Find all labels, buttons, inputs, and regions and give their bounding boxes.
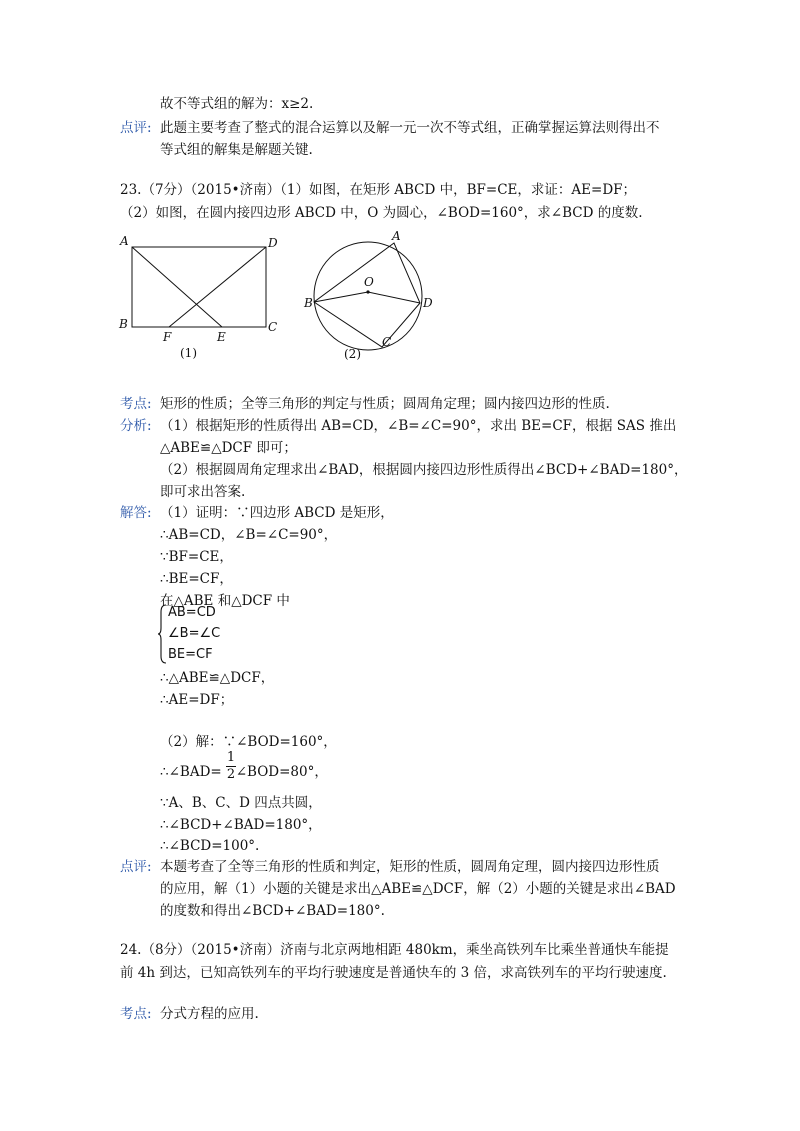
q24-line2: 前 4h 到达，已知高铁列车的平均行驶速度是普通快车的 3 倍，求高铁列车的平均行驶速度.	[120, 965, 667, 981]
q23-part2-step4: ∴∠BCD+∠BAD=180°，	[160, 817, 322, 833]
fraction-one-half	[226, 751, 236, 782]
q23-part2-step2	[160, 762, 328, 782]
label-a: A	[120, 234, 129, 248]
q23-part2-step3: ∵A、B、C、D 四点共圆，	[160, 795, 322, 811]
label-c: C	[268, 320, 278, 334]
label-b: B	[304, 296, 313, 310]
fraction-denominator: 2	[226, 767, 236, 782]
q23-step1: （1）证明：∵四边形 ABCD 是矩形，	[160, 505, 394, 521]
segment-ae	[132, 247, 222, 327]
q23-step6: ∴△ABE≌△DCF，	[160, 670, 275, 686]
q23-step4: ∴BE=CF，	[160, 571, 233, 587]
circle-o	[314, 242, 422, 350]
fraction-numerator: 1	[226, 750, 236, 765]
q23-part2-step5: ∴∠BCD=100°.	[160, 838, 260, 854]
label-b: B	[119, 317, 128, 331]
rectangle-outline	[132, 247, 266, 327]
q23-header: 23.（7分）（2015•济南）（1）如图，在矩形 ABCD 中，BF=CE，求证：AE=DF；	[120, 182, 637, 198]
q23-kaodian-label: 考点:	[120, 396, 152, 412]
system-line1: AB=CD	[168, 605, 216, 620]
prev-comment-line1: 此题主要考查了整式的混合运算以及解一元一次不等式组，正确掌握运算法则得出不	[160, 120, 660, 136]
step2-prefix: ∴∠BAD=	[160, 764, 222, 780]
system-line2: ∠B=∠C	[168, 626, 221, 641]
q23-fenxi-line2: △ABE≌△DCF 即可；	[160, 440, 297, 456]
q23-step2: ∴AB=CD，∠B=∠C=90°，	[160, 527, 338, 543]
q23-dianping-line2: 的应用，解（1）小题的关键是求出△ABE≌△DCF，解（2）小题的关键是求出∠BAD	[160, 881, 676, 897]
q23-jieda-label: 解答:	[120, 505, 152, 521]
q23-dianping-line1: 本题考查了全等三角形的性质和判定，矩形的性质，圆周角定理，圆内接四边形性质	[160, 859, 660, 875]
segment-df	[169, 247, 266, 327]
q23-part2: （2）如图，在圆内接四边形 ABCD 中，O 为圆心，∠BOD=160°，求∠BCD 的度数.	[120, 205, 643, 221]
q23-dianping-label: 点评:	[120, 859, 152, 875]
segment-od	[368, 292, 420, 303]
prev-conclusion: 故不等式组的解为：x≥2.	[160, 96, 314, 112]
caption-fig1: (1)	[180, 346, 197, 360]
q23-fenxi-label: 分析:	[120, 418, 152, 434]
center-point-o	[366, 290, 369, 293]
label-o: O	[364, 275, 374, 289]
q24-kaodian: 分式方程的应用.	[160, 1006, 259, 1022]
quadrilateral-abcd	[314, 243, 420, 347]
q23-fenxi-line4: 即可求出答案.	[160, 484, 246, 500]
q23-step5: 在△ABE 和△DCF 中	[160, 593, 290, 609]
step2-suffix: ∠BOD=80°，	[235, 764, 328, 780]
q24-line1: 24.（8分）（2015•济南）济南与北京两地相距 480km，乘坐高铁列车比乘坐普通快车能提	[120, 942, 669, 958]
q24-kaodian-label: 考点:	[120, 1006, 152, 1022]
q23-step3: ∵BF=CE，	[160, 549, 233, 565]
label-d: D	[423, 296, 433, 310]
segment-ob	[314, 292, 368, 302]
figure-rectangle-abcd	[112, 230, 292, 365]
label-c: C	[382, 335, 392, 349]
label-a: A	[392, 229, 401, 243]
q23-fenxi-line1: （1）根据矩形的性质得出 AB=CD，∠B=∠C=90°，求出 BE=CF，根据 SAS 推出	[160, 418, 677, 434]
q23-fenxi-line3: （2）根据圆周角定理求出∠BAD，根据圆内接四边形性质得出∠BCD+∠BAD=180°，	[160, 462, 688, 478]
prev-comment-line2: 等式组的解集是解题关键.	[160, 142, 313, 158]
label-d: D	[268, 236, 278, 250]
q23-dianping-line3: 的度数和得出∠BCD+∠BAD=180°.	[160, 903, 385, 919]
figure-circle-abcd	[300, 228, 450, 368]
label-f: F	[163, 330, 172, 344]
system-line3: BE=CF	[168, 647, 213, 662]
q23-step7: ∴AE=DF；	[160, 692, 234, 708]
label-e: E	[217, 330, 226, 344]
q23-kaodian: 矩形的性质；全等三角形的判定与性质；圆周角定理；圆内接四边形的性质.	[160, 396, 610, 412]
system-brace-icon	[157, 604, 167, 664]
prev-comment-label: 点评:	[120, 120, 152, 136]
q23-part2-step1: （2）解：∵∠BOD=160°，	[160, 734, 337, 750]
caption-fig2: (2)	[344, 347, 361, 361]
